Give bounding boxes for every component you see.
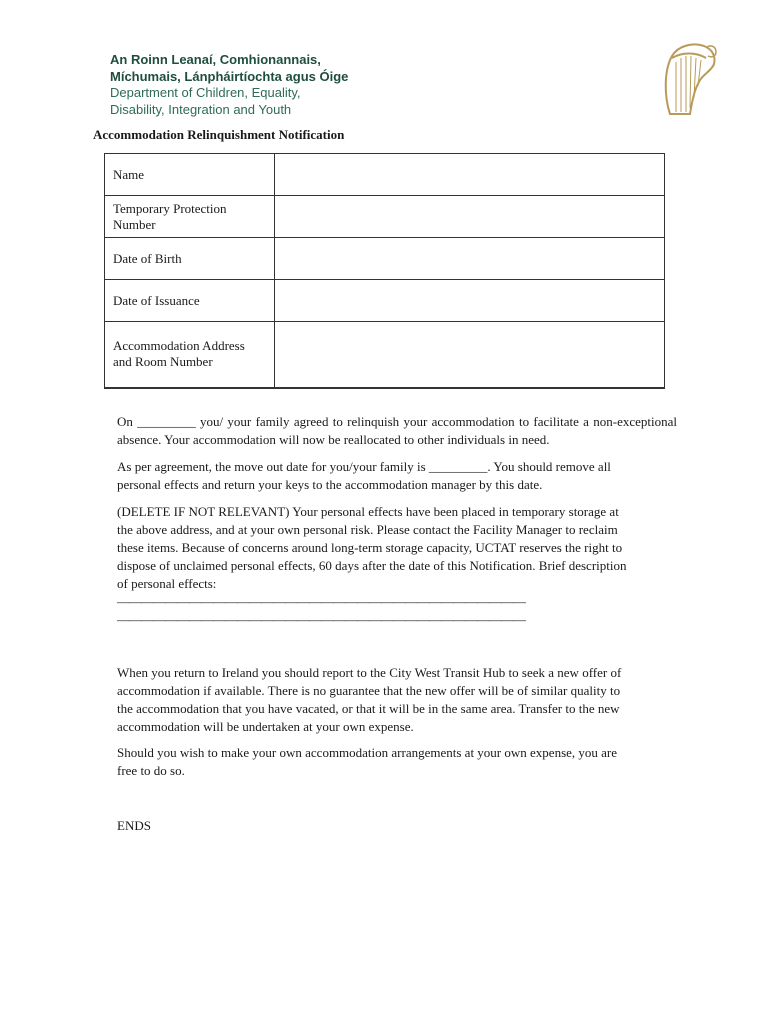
dept-english-line-1: Department of Children, Equality, bbox=[110, 85, 301, 100]
page-title: Accommodation Relinquishment Notification bbox=[93, 127, 345, 142]
harp-icon bbox=[656, 40, 720, 120]
field-value-issuance[interactable] bbox=[275, 280, 665, 322]
description-blank-line-1[interactable]: —————————————————————————————————— bbox=[117, 594, 525, 609]
paragraph-move-out: As per agreement, the move out date for you/your family is _________. You should remove all personal effects and return your keys to the accommodation manager by this date. bbox=[117, 459, 611, 492]
field-value-address[interactable] bbox=[275, 322, 665, 388]
field-value-dob[interactable] bbox=[275, 238, 665, 280]
notice-body bbox=[117, 413, 677, 780]
field-label-dob: Date of Birth bbox=[105, 238, 275, 280]
paragraph-storage: (DELETE IF NOT RELEVANT) Your personal effects have been placed in temporary storage at the above address, and at your own personal risk. Please contact the Facility Manager to reclaim these items. Because of concerns around long-term storage capacity, UCTAT reserves the right to dispose of unclaimed personal effects, 60 days after the date of this Notification. Brief description of personal effects: bbox=[117, 504, 627, 591]
description-blank-line-2[interactable]: —————————————————————————————————— bbox=[117, 612, 525, 627]
field-value-tp-number[interactable] bbox=[275, 196, 665, 238]
field-label-name: Name bbox=[105, 154, 275, 196]
field-label-issuance: Date of Issuance bbox=[105, 280, 275, 322]
field-label-tp-number: Temporary Protection Number bbox=[105, 196, 275, 238]
table-row bbox=[105, 196, 665, 238]
table-row bbox=[105, 238, 665, 280]
ends-marker: ENDS bbox=[117, 818, 151, 833]
field-value-name[interactable] bbox=[275, 154, 665, 196]
department-header bbox=[110, 52, 348, 118]
paragraph-return: When you return to Ireland you should report to the City West Transit Hub to seek a new offer of accommodation if available. There is no guarantee that the new offer will be of similar quality to the accommodation that you have vacated, or that it will be in the same area. Transfer to the new accommodation will be undertaken at your own expense. bbox=[117, 665, 622, 734]
table-row bbox=[105, 154, 665, 196]
field-label-address: Accommodation Address and Room Number bbox=[105, 322, 275, 388]
details-table bbox=[104, 153, 665, 389]
dept-english-line-2: Disability, Integration and Youth bbox=[110, 101, 292, 117]
paragraph-relinquish: On _________ you/ your family agreed to relinquish your accommodation to facilitate a non-exceptional absence. Your accommodation will now be reallocated to other individuals in need. bbox=[117, 414, 677, 447]
paragraph-own-arrangements: Should you wish to make your own accommodation arrangements at your own expense, you are free to do so. bbox=[117, 745, 618, 778]
dept-irish-line-2: Míchumais, Lánpháirtíochta agus Óige bbox=[110, 68, 349, 84]
table-row bbox=[105, 322, 665, 388]
table-row bbox=[105, 280, 665, 322]
dept-irish-line-1: An Roinn Leanaí, Comhionannais, bbox=[110, 52, 321, 67]
